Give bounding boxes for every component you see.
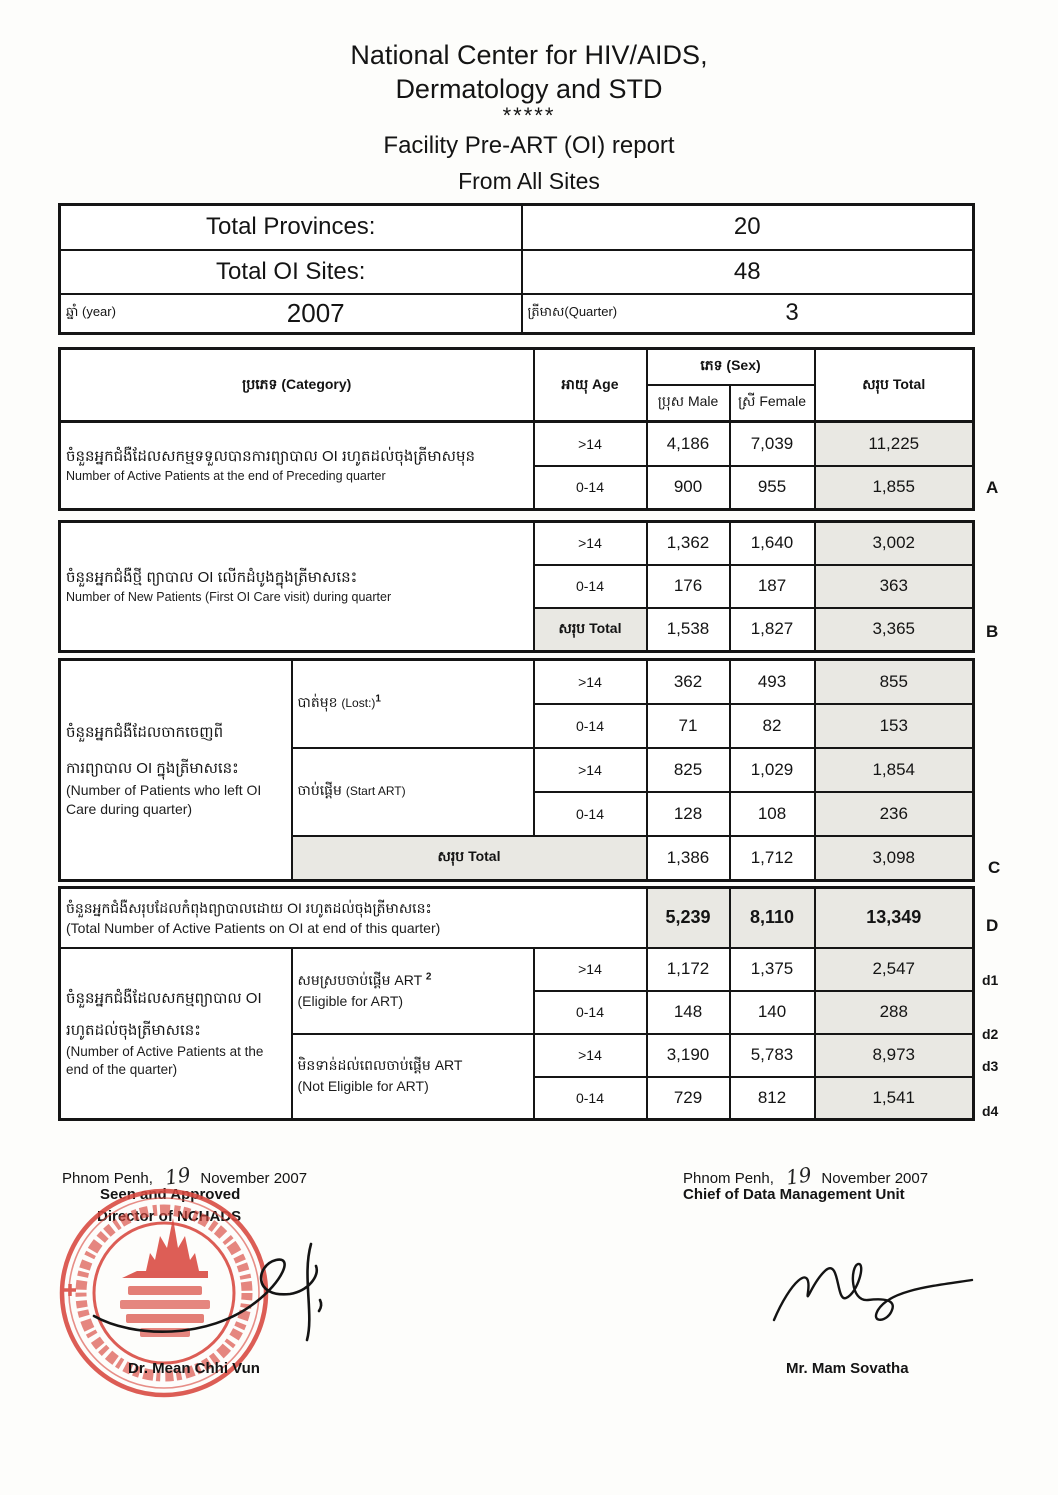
section-d-table	[58, 886, 975, 1121]
male-value: 729	[647, 1077, 730, 1120]
section-c-category-en: (Number of Patients who left OI Care during quarter)	[66, 781, 262, 817]
main-table-header	[58, 347, 975, 423]
quarter-cell	[522, 294, 974, 334]
report-title: Facility Pre-ART (OI) report	[383, 132, 675, 159]
total-value: 288	[815, 991, 974, 1034]
header-total: សរុប Total	[815, 349, 974, 422]
female-value: 82	[730, 704, 815, 748]
female-value: 7,039	[730, 422, 815, 466]
section-dsub-category-km2: រហូតដល់ចុងត្រីមាសនេះ	[66, 1022, 201, 1040]
male-value: 148	[647, 991, 730, 1034]
section-c-category-km2: ការព្យាបាល OI ក្នុងត្រីមាសនេះ	[66, 760, 239, 778]
year-value: 2007	[286, 297, 345, 328]
seen-approved-line: Seen and Approved	[100, 1186, 241, 1203]
section-a-category	[60, 422, 534, 510]
section-c-table	[58, 658, 975, 882]
age-cell: 0-14	[534, 466, 647, 510]
grand-total: 13,349	[815, 888, 974, 948]
age-cell: >14	[534, 748, 647, 792]
total-row-label: សរុប Total	[534, 608, 647, 652]
header-sex: ភេទ (Sex)	[647, 349, 815, 385]
section-d-category-km: ចំនួនអ្នកជំងឺសរុបដែលកំពុងព្យាបាលដោយ OI រហូតដល់ចុងត្រីមាសនេះ	[66, 899, 432, 916]
left-handwritten-day: 19	[163, 1162, 192, 1190]
subsection-startart-label-km: ចាប់ផ្តើម	[297, 782, 342, 798]
subsection-startart-label	[292, 748, 534, 836]
male-value: 362	[647, 660, 730, 704]
subsection-eligible-label-en: (Eligible for ART)	[297, 992, 404, 1009]
total-value: 1,855	[815, 466, 974, 510]
right-place-date	[683, 1164, 928, 1188]
row-label-d: D	[986, 916, 999, 935]
chief-line: Chief of Data Management Unit	[683, 1186, 905, 1203]
row-label-c: C	[988, 858, 1001, 877]
subsection-noteligible-label-km: មិនទាន់ដល់ពេលចាប់ផ្តើម ART	[297, 1057, 463, 1074]
male-value: 4,186	[647, 422, 730, 466]
male-value: 128	[647, 792, 730, 836]
footnote-2-marker: 2	[425, 970, 432, 982]
total-value: 1,541	[815, 1077, 974, 1120]
row-label-d3: d3	[982, 1058, 999, 1074]
section-a-table	[58, 420, 975, 511]
female-value: 1,375	[730, 948, 815, 991]
report-scope: From All Sites	[458, 168, 600, 194]
chief-signature	[762, 1248, 977, 1338]
section-b-table	[58, 520, 975, 653]
female-value: 5,783	[730, 1034, 815, 1077]
age-cell: 0-14	[534, 1077, 647, 1120]
age-cell: 0-14	[534, 704, 647, 748]
female-total: 8,110	[730, 888, 815, 948]
age-cell: 0-14	[534, 792, 647, 836]
quarter-label: ត្រីមាស(Quarter)	[527, 303, 618, 319]
subsection-noteligible-label	[292, 1034, 534, 1120]
male-value: 1,362	[647, 522, 730, 565]
total-oi-sites-label: Total OI Sites:	[60, 250, 522, 294]
row-label-d1: d1	[982, 972, 999, 988]
male-total: 5,239	[647, 888, 730, 948]
header-age: អាយុ Age	[534, 349, 647, 422]
grand-total: 3,098	[815, 836, 974, 881]
male-value: 825	[647, 748, 730, 792]
age-cell: 0-14	[534, 991, 647, 1034]
org-title-line1: National Center for HIV/AIDS,	[350, 40, 708, 70]
female-total: 1,827	[730, 608, 815, 652]
director-line: Director of NCHADS	[97, 1208, 242, 1225]
age-cell: >14	[534, 422, 647, 466]
section-dsub-category-en: (Number of Active Patients at the end of the quarter)	[66, 1043, 264, 1077]
right-date-rest: November 2007	[821, 1170, 929, 1187]
age-cell: >14	[534, 1034, 647, 1077]
section-b-category-km: ចំនួនអ្នកជំងឺថ្មី ព្យាបាល OI លើកដំបូងក្នុងត្រីមាសនេះ	[66, 568, 358, 586]
female-value: 1,640	[730, 522, 815, 565]
section-d-category-en: (Total Number of Active Patients on OI at end of this quarter)	[66, 919, 441, 936]
male-total: 1,386	[647, 836, 730, 881]
age-cell: 0-14	[534, 565, 647, 608]
quarter-value: 3	[785, 299, 799, 327]
female-total: 1,712	[730, 836, 815, 881]
male-value: 176	[647, 565, 730, 608]
row-label-d4: d4	[982, 1103, 999, 1119]
age-cell: >14	[534, 660, 647, 704]
header-female: ស្រី Female	[730, 385, 815, 422]
total-value: 363	[815, 565, 974, 608]
header-male: ប្រុស Male	[647, 385, 730, 422]
grand-total: 3,365	[815, 608, 974, 652]
left-date-rest: November 2007	[200, 1170, 308, 1187]
year-cell	[60, 294, 522, 334]
summary-table	[58, 203, 975, 335]
subsection-lost-label	[292, 660, 534, 748]
total-provinces-label: Total Provinces:	[60, 205, 522, 250]
subsection-eligible-label	[292, 948, 534, 1034]
chief-name: Mr. Mam Sovatha	[786, 1360, 909, 1377]
subsection-noteligible-label-en: (Not Eligible for ART)	[297, 1078, 429, 1095]
male-value: 1,172	[647, 948, 730, 991]
female-value: 812	[730, 1077, 815, 1120]
left-place-date	[62, 1164, 307, 1188]
section-c-category	[60, 660, 292, 881]
section-a-category-km: ចំនួនអ្នកជំងឺដែលសកម្មទទួលបានការព្យាបាល OI រហូតដល់ចុងត្រីមាសមុន	[66, 447, 475, 465]
right-place: Phnom Penh,	[683, 1170, 774, 1187]
header-category: ប្រភេទ (Category)	[60, 349, 534, 422]
section-dsub-category-km1: ចំនួនអ្នកជំងឺដែលសកម្មព្យាបាល OI	[66, 989, 262, 1007]
female-value: 493	[730, 660, 815, 704]
total-value: 2,547	[815, 948, 974, 991]
male-total: 1,538	[647, 608, 730, 652]
female-value: 108	[730, 792, 815, 836]
section-a-category-en: Number of Active Patients at the end of Preceding quarter	[66, 469, 386, 484]
female-value: 140	[730, 991, 815, 1034]
footnote-1-marker: 1	[375, 693, 381, 705]
total-oi-sites-value: 48	[522, 250, 974, 294]
total-value: 8,973	[815, 1034, 974, 1077]
subsection-startart-label-en: (Start ART)	[345, 784, 406, 798]
section-c-category-km1: ចំនួនអ្នកជំងឺដែលចាកចេញពី	[66, 723, 224, 741]
male-value: 3,190	[647, 1034, 730, 1077]
female-value: 187	[730, 565, 815, 608]
male-value: 71	[647, 704, 730, 748]
section-dsub-category	[60, 948, 292, 1120]
director-name: Dr. Mean Chhi Vun	[128, 1360, 260, 1377]
subsection-lost-label-km: បាត់មុខ	[297, 694, 338, 711]
subsection-eligible-label-km: សមស្របចាប់ផ្តើម ART	[297, 971, 422, 988]
total-value: 3,002	[815, 522, 974, 565]
year-label: ឆ្នាំ (year)	[66, 303, 116, 319]
subsection-lost-label-en: (Lost:)	[341, 696, 376, 711]
total-value: 11,225	[815, 422, 974, 466]
row-label-b: B	[986, 622, 999, 641]
section-b-category-en: Number of New Patients (First OI Care visit) during quarter	[66, 590, 392, 605]
age-cell: >14	[534, 522, 647, 565]
female-value: 955	[730, 466, 815, 510]
female-value: 1,029	[730, 748, 815, 792]
total-value: 236	[815, 792, 974, 836]
total-value: 1,854	[815, 748, 974, 792]
section-b-category	[60, 522, 534, 652]
right-handwritten-day: 19	[784, 1162, 813, 1190]
total-value: 153	[815, 704, 974, 748]
title-separator: *****	[502, 103, 556, 128]
row-label-d2: d2	[982, 1026, 999, 1042]
total-value: 855	[815, 660, 974, 704]
male-value: 900	[647, 466, 730, 510]
org-title-line2: Dermatology and STD	[395, 74, 663, 104]
age-cell: >14	[534, 948, 647, 991]
left-place: Phnom Penh,	[62, 1170, 153, 1187]
director-signature	[88, 1240, 338, 1350]
section-d-category	[60, 888, 647, 948]
total-provinces-value: 20	[522, 205, 974, 250]
total-row-label: សរុប Total	[292, 836, 647, 881]
row-label-a: A	[986, 478, 999, 497]
